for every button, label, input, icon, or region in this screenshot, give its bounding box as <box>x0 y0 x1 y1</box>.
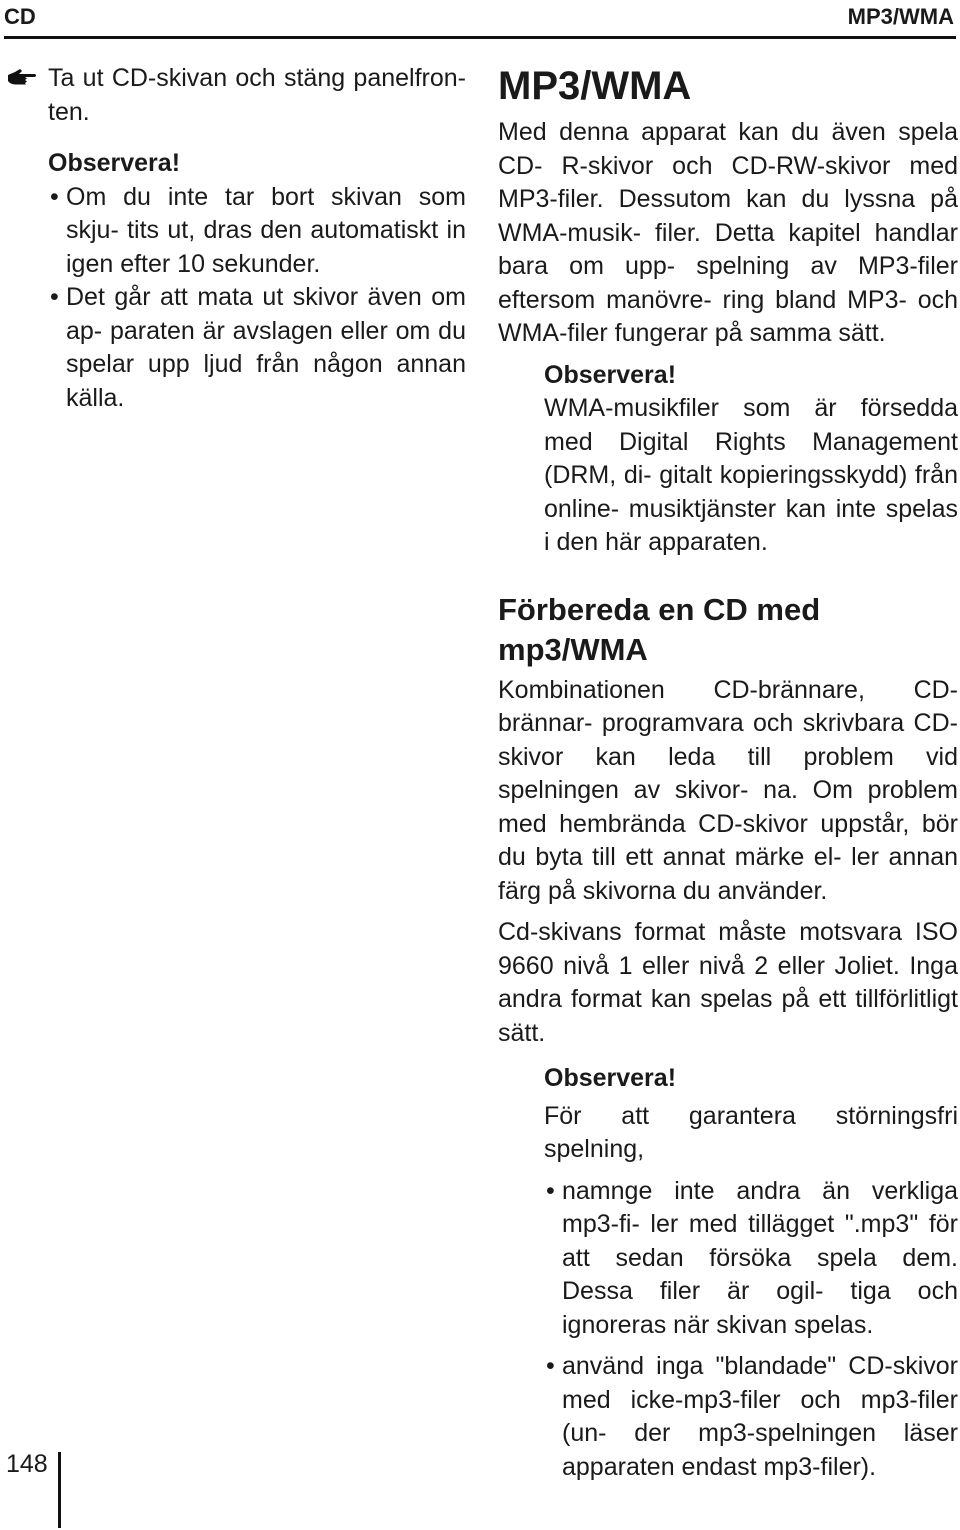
note-body: WMA-musikfiler som är försedda med Digital Rights Management (DRM, di- gitalt kopieringsskydd) från online- musiktjänster kan inte spelas i den här apparaten. <box>544 394 958 556</box>
section-body: Med denna apparat kan du även spela CD- R-skivor och CD-RW-skivor med MP3-filer. Dessutom kan du lyssna på WMA-musik- filer. Detta kapitel handlar bara om upp- spelning av MP3-filer eftersom manövre- ring bland MP3- och WMA-filer fungerar på samma sätt. <box>498 118 958 347</box>
list-item: • namnge inte andra än verkliga mp3-fi- ler med tillägget ".mp3" för att sedan försöka spela dem. Dessa filer är ogil- tiga och ignoreras när skivan spelas. <box>546 1176 958 1339</box>
section-title-prepare-cd: Förbereda en CD med mp3/WMA <box>498 591 821 667</box>
header-rule <box>4 36 956 39</box>
bullet-text: namnge inte andra än verkliga mp3-fi- ler med tillägget ".mp3" för att sedan försöka spela dem. Dessa filer är ogil- tiga och ignoreras när skivan spelas. <box>562 1176 958 1339</box>
section-paragraph: Kombinationen CD-brännare, CD-brännar- programvara och skrivbara CD-skivor kan leda till problem vid spelningen av skivor- na. Om problem med hembrända CD-skivor uppstår, bör du byta till ett annat märke el- ler annan färg på skivorna du använder. <box>498 675 958 905</box>
bullet-text: Om du inte tar bort skivan som skju- tits ut, dras den automatiskt in igen efter 10 sekunder. <box>66 182 466 278</box>
header-section-label: CD <box>4 4 36 29</box>
note-box <box>544 359 958 560</box>
page-number-rule <box>58 1452 61 1528</box>
list-item: • använd inga "blandade" CD-skivor med icke-mp3-filer och mp3-filer (un- der mp3-spelningen läser apparaten endast mp3-filer). <box>546 1352 958 1481</box>
section-title-mp3-wma: MP3/WMA <box>498 64 692 108</box>
bullet-text: Det går att mata ut skivor även om ap- paraten är avslagen eller om du spelar upp ljud från någon annan källa. <box>66 283 466 412</box>
note-box <box>544 1062 958 1484</box>
list-item: • Det går att mata ut skivor även om ap- paraten är avslagen eller om du spelar upp ljud från någon annan källa. <box>50 283 466 412</box>
right-column <box>498 62 958 1484</box>
section-paragraph: Cd-skivans format måste motsvara ISO 9660 nivå 1 eller nivå 2 eller Joliet. Inga andra format kan spelas på ett tillförlitligt sätt. <box>498 918 958 1047</box>
instruction-text: Ta ut CD-skivan och stäng panelfron- ten. <box>48 64 466 126</box>
bullet-text: använd inga "blandade" CD-skivor med icke-mp3-filer och mp3-filer (un- der mp3-spelningen läser apparaten endast mp3-filer). <box>562 1352 958 1481</box>
note-heading: Observera! <box>544 360 677 389</box>
header-topic-label: MP3/WMA <box>847 4 954 29</box>
note-heading: Observera! <box>48 149 181 177</box>
page-number: 148 <box>6 1450 48 1478</box>
note-bullet-list <box>48 181 466 416</box>
note-heading: Observera! <box>544 1064 677 1092</box>
note-bullet-list <box>544 1175 958 1485</box>
left-column <box>48 62 466 415</box>
note-intro: För att garantera störningsfri spelning, <box>544 1101 958 1163</box>
pointing-hand-icon <box>6 66 38 88</box>
list-item: • Om du inte tar bort skivan som skju- tits ut, dras den automatiskt in igen efter 10 sekunder. <box>50 182 466 278</box>
